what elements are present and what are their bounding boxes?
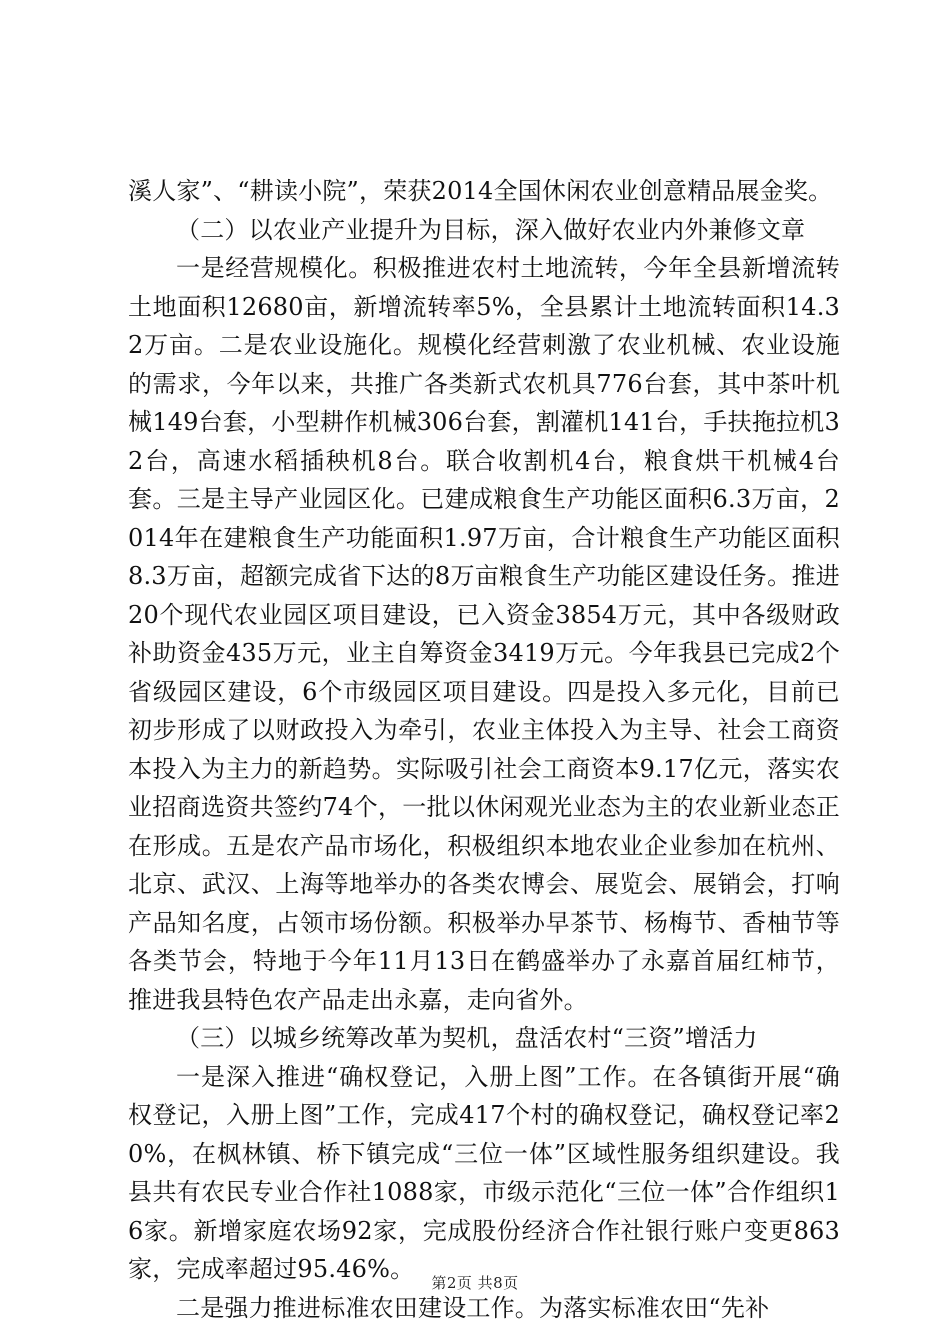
paragraph-rights-registration: 一是深入推进“确权登记，入册上图”工作。在各镇街开展“确权登记，入册上图”工作，完成417个村的确权登记，确权登记率20%，在枫林镇、桥下镇完成“三位一体”区域性服务组织建设。我县共有农民专业合作社1088家，市级示范化“三位一体”合作组织16家。新增家庭农场92家，完成股份经济合作社银行账户变更863家，完成率超过95.46%。 <box>128 1062 840 1283</box>
paragraph-standard-farmland: 二是强力推进标准农田建设工作。为落实标准农田“先补 <box>176 1293 770 1322</box>
paragraph-agriculture-scale: 一是经营规模化。积极推进农村土地流转，今年全县新增流转土地面积12680亩，新增流转率5%，全县累计土地流转面积14.32万亩。二是农业设施化。规模化经营刺激了农业机械、农业设施的需求，今年以来，共推广各类新式农机具776台套，其中茶叶机械149台套，小型耕作机械306台套，割灌机141台，手扶拖拉机32台，高速水稻插秧机8台。联合收割机4台，粮食烘干机械4台套。三是主导产业园区化。已建成粮食生产功能区面积6.3万亩，2014年在建粮食生产功能面积1.97万亩，合计粮食生产功能区面积8.3万亩，超额完成省下达的8万亩粮食生产功能区建设任务。推进20个现代农业园区项目建设，已入资金3854万元，其中各级财政补助资金435万元，业主自筹资金3419万元。今年我县已完成2个省级园区建设，6个市级园区项目建设。四是投入多元化，目前已初步形成了以财政投入为牵引，农业主体投入为主导、社会工商资本投入为主力的新趋势。实际吸引社会工商资本9.17亿元，落实农业招商选资共签约74个，一批以休闲观光业态为主的农业新业态正在形成。五是农产品市场化，积极组织本地农业企业参加在杭州、北京、武汉、上海等地举办的各类农博会、展览会、展销会，打响产品知名度，占领市场份额。积极举办早茶节、杨梅节、香柚节等各类节会，特地于今年11月13日在鹤盛举办了永嘉首届红柿节，推进我县特色农产品走出永嘉，走向省外。 <box>128 254 840 1014</box>
section-heading-three: （三）以城乡统筹改革为契机，盘活农村“三资”增活力 <box>176 1024 758 1052</box>
document-body <box>128 172 840 1327</box>
paragraph-continuation: 溪人家”、“耕读小院”，荣获2014全国休闲农业创意精品展金奖。 <box>128 177 833 205</box>
page-number-footer: 第2页 共8页 <box>431 1274 519 1292</box>
section-heading-two: （二）以农业产业提升为目标，深入做好农业内外兼修文章 <box>176 215 806 244</box>
